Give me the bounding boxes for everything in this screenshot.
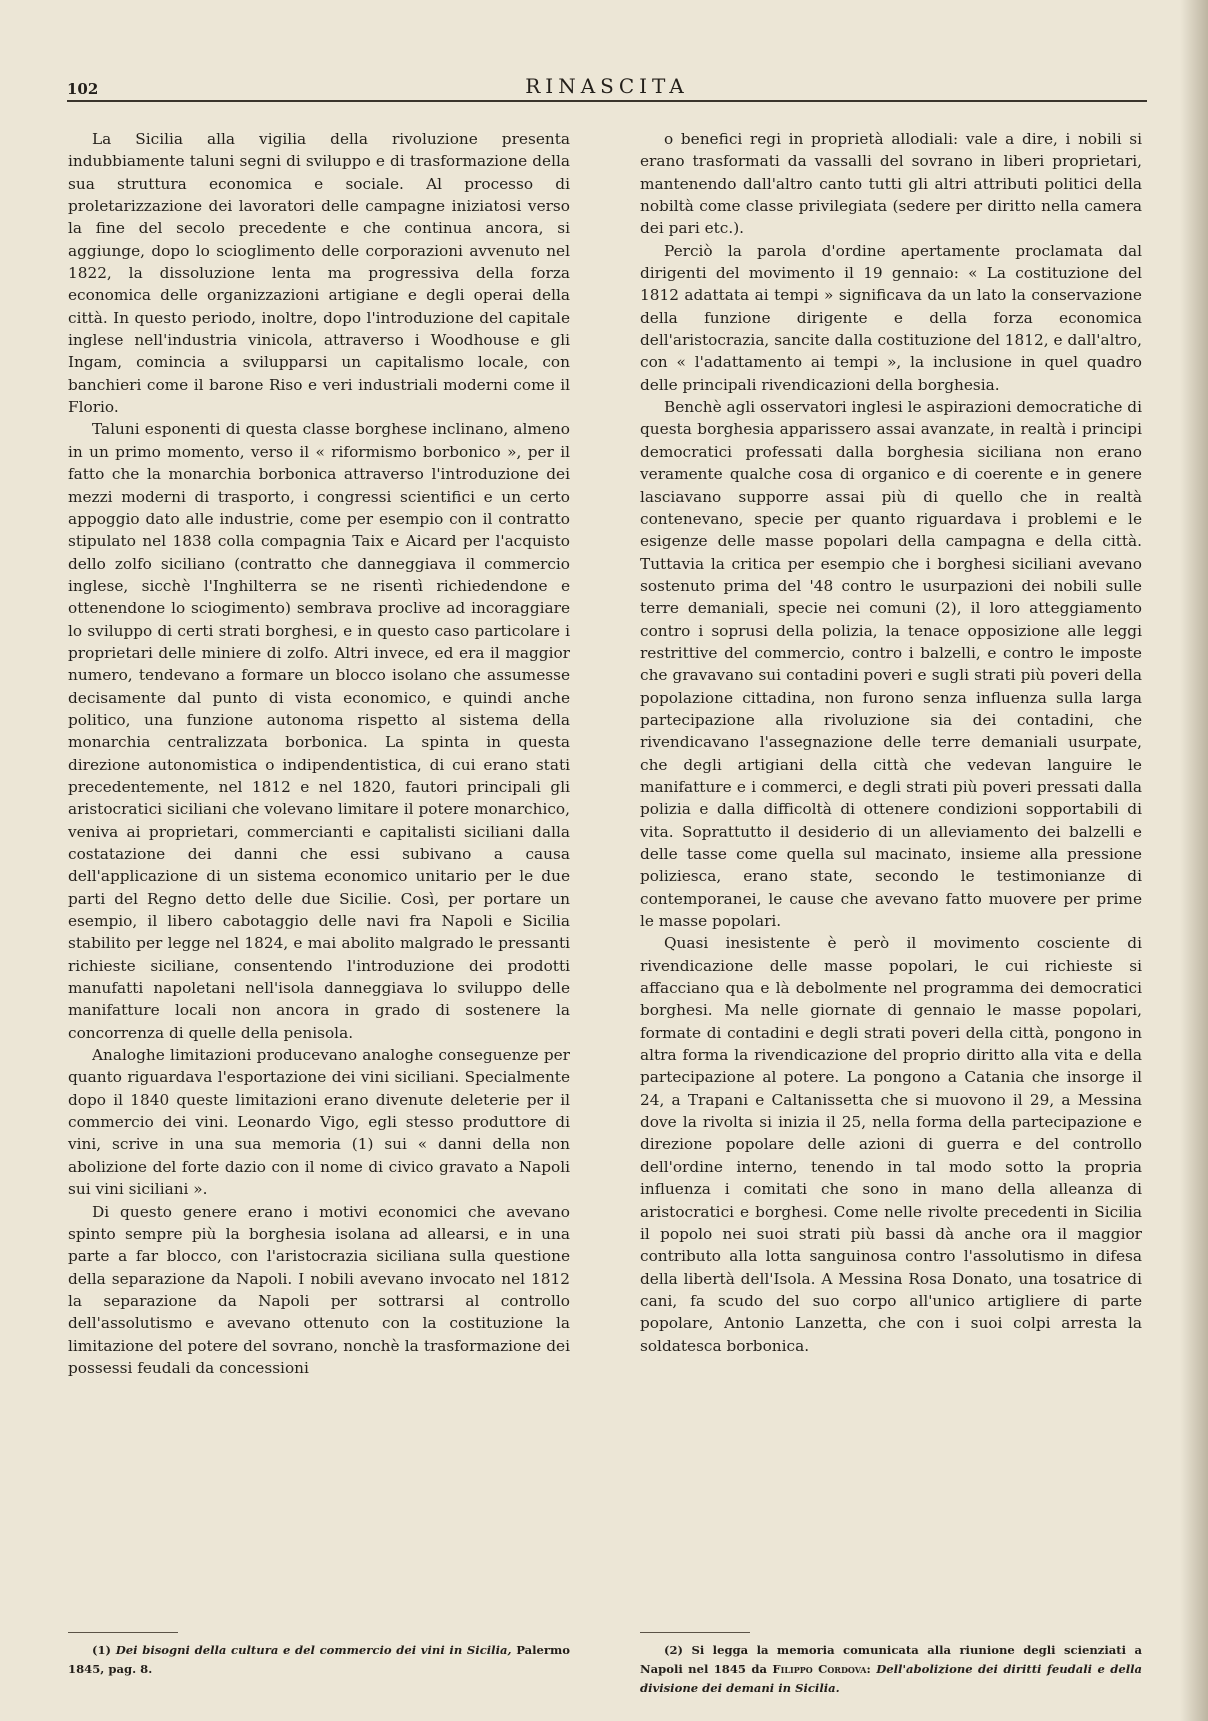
journal-title: RINASCITA	[525, 74, 689, 98]
page-number: 102	[67, 80, 99, 98]
footnote-text: Si legga la memoria comunicata alla riunione degli scienziati a Napoli nel 1845 da	[640, 1643, 1142, 1676]
footnote-citation: Palermo 1845, pag. 8.	[68, 1643, 570, 1676]
paragraph: Quasi inesistente è però il movimento cosciente di rivendicazione delle masse popolari, le cui richieste si affacciano qua e là debolmente nel programma dei democratici borghesi. Ma nelle giornate di gennaio le masse popolari, formate di contadini e degli strati poveri della città, pongono in altra forma la rivendicazione del proprio diritto alla vita e della partecipazione al potere. La pongono a Catania che insorge il 24, a Trapani e Caltanissetta che si muovono il 29, a Messina dove la rivolta si inizia il 25, nella forma della partecipazione e direzione popolare delle azioni di guerra e del controllo dell'ordine interno, tenendo in tal modo sotto la propria influenza i comitati che sono in mano della alleanza di aristocratici e borghesi. Come nelle rivolte precedenti in Sicilia il popolo nei suoi strati più bassi dà anche ora il maggior contributo alla lotta sanguinosa contro l'assolutismo in difesa della libertà dell'Isola. A Messina Rosa Donato, una tosatrice di cani, fa scudo del suo corpo all'unico artigliere di parte popolare, Antonio Lanzetta, che con i suoi colpi arresta la soldatesca borbonica.	[640, 934, 1142, 1355]
footnote-marker: (2)	[664, 1643, 684, 1657]
footnote-marker: (1)	[92, 1643, 112, 1657]
header-rule	[67, 100, 1147, 102]
footnote-title: Dei bisogni della cultura e del commercio dei vini in Sicilia,	[115, 1643, 512, 1657]
paragraph: Analoghe limitazioni producevano analoghe conseguenze per quanto riguardava l'esportazione dei vini siciliani. Specialmente dopo il 1840 queste limitazioni erano divenute deleterie per il commercio dei vini. Leonardo Vigo, egli stesso produttore di vini, scrive in una sua memoria (1) sui « danni della non abolizione del forte dazio con il nome di civico gravato a Napoli sui vini siciliani ».	[68, 1046, 570, 1199]
footnote-title: Dell'abolizione dei diritti feudali e della divisione dei demani in Sicilia.	[640, 1662, 1143, 1695]
footnote-2	[640, 1641, 1142, 1698]
right-column	[640, 128, 1142, 1357]
page-edge-shadow	[1180, 0, 1208, 1721]
page-header	[67, 72, 1147, 102]
footnote-colon: :	[866, 1662, 877, 1676]
left-column	[68, 128, 570, 1379]
paragraph: Taluni esponenti di questa classe borghese inclinano, almeno in un primo momento, verso il « riformismo borbonico », per il fatto che la monarchia borbonica attraverso l'introduzione dei mezzi moderni di trasporto, i congressi scientifici e un certo appoggio dato alle industrie, come per esempio con il contratto stipulato nel 1838 colla compagnia Taix e Aicard per l'acquisto dello zolfo siciliano (contratto che danneggiava il commercio inglese, sicchè l'Inghilterra se ne risentì richiedendone e ottenendone lo sciogimento) sembrava proclive ad incoraggiare lo sviluppo di certi strati borghesi, e in questo caso particolare i proprietari delle miniere di zolfo. Altri invece, ed era il maggior numero, tendevano a formare un blocco isolano che assumesse decisamente dal punto di vista economico, e quindi anche politico, una funzione autonoma rispetto al sistema della monarchia centralizzata borbonica. La spinta in questa direzione autonomistica o indipendentistica, di cui erano stati precedentemente, nel 1812 e nel 1820, fautori principali gli aristocratici siciliani che volevano limitare il potere monarchico, veniva ai proprietari, commercianti e capitalisti siciliani dalla costatazione dei danni che essi subivano a causa dell'applicazione di un sistema economico unitario per le due parti del Regno detto delle due Sicilie. Così, per portare un esempio, il libero cabotaggio delle navi fra Napoli e Sicilia stabilito per legge nel 1824, e mai abolito malgrado le pressanti richieste siciliane, consentendo l'introduzione dei prodotti manufatti napoletani nell'isola danneggiava lo sviluppo delle manifatture locali non ancora in grado di sostenere la concorrenza di quelle della penisola.	[68, 420, 570, 1042]
paragraph: Perciò la parola d'ordine apertamente proclamata dal dirigenti del movimento il 19 gennaio: « La costituzione del 1812 adattata ai tempi » significava da un lato la conservazione della funzione dirigente e della forza economica dell'aristocrazia, sancite dalla costituzione del 1812, e dall'altro, con « l'adattamento ai tempi », la inclusione in quel quadro delle principali rivendicazioni della borghesia.	[640, 241, 1142, 394]
footnote-separator	[68, 1632, 178, 1633]
paragraph: Di questo genere erano i motivi economici che avevano spinto sempre più la borghesia isolana ad allearsi, e in una parte a far blocco, con l'aristocrazia siciliana sulla questione della separazione da Napoli. I nobili avevano invocato nel 1812 la separazione da Napoli per sottrarsi al controllo dell'assolutismo e avevano ottenuto con la costituzione la limitazione del potere del sovrano, nonchè la trasformazione dei possessi feudali da concessioni	[68, 1202, 570, 1377]
paragraph: o benefici regi in proprietà allodiali: vale a dire, i nobili si erano trasformati da vassalli del sovrano in liberi proprietari, mantenendo dall'altro canto tutti gli altri attributi politici della nobiltà come classe privilegiata (sedere per diritto nella camera dei pari etc.).	[640, 130, 1142, 238]
paragraph: Benchè agli osservatori inglesi le aspirazioni democratiche di questa borghesia apparissero assai avanzate, in realtà i principi democratici professati dalla borghesia siciliana non erano veramente qualche cosa di organico e di coerente e in genere lasciavano supporre assai più di quello che in realtà contenevano, specie per quanto riguardava i problemi e le esigenze delle masse popolari della campagna e della città. Tuttavia la critica per esempio che i borghesi siciliani avevano sostenuto prima del '48 contro le usurpazioni dei nobili sulle terre demaniali, specie nei comuni (2), il loro atteggiamento contro i soprusi della polizia, la tenace opposizione alle leggi restrittive del commercio, contro i balzelli, e contro le imposte che gravavano sui contadini poveri e sugli strati più poveri della popolazione cittadina, non furono senza influenza sulla larga partecipazione alla rivoluzione sia dei contadini, che rivendicavano l'assegnazione delle terre demaniali usurpate, che degli artigiani della città che vedevan languire le manifatture e i commerci, e degli strati più poveri pressati dalla polizia e dalla difficoltà di ottenere condizioni sopportabili di vita. Soprattutto il desiderio di un alleviamento dei balzelli e delle tasse come quella sul macinato, insieme alla pressione poliziesca, erano state, secondo le testimonianze di contemporanei, le cause che avevano fatto muovere per prime le masse popolari.	[640, 398, 1142, 931]
paragraph: La Sicilia alla vigilia della rivoluzione presenta indubbiamente taluni segni di sviluppo e di trasformazione della sua struttura economica e sociale. Al processo di proletarizzazione dei lavoratori delle campagne iniziatosi verso la fine del secolo precedente e che continua ancora, si aggiunge, dopo lo scioglimento delle corporazioni avvenuto nel 1822, la dissoluzione lenta ma progressiva della forza economica delle organizzazioni artigiane e degli operai della città. In questo periodo, inoltre, dopo l'introduzione del capitale inglese nell'industria vinicola, attraverso i Woodhouse e gli Ingam, comincia a svilupparsi un capitalismo locale, con banchieri come il barone Riso e veri industriali moderni come il Florio.	[68, 130, 570, 417]
footnote-separator	[640, 1632, 750, 1633]
footnote-author: Filippo Cordova	[772, 1662, 867, 1676]
footnote-1	[68, 1641, 570, 1679]
